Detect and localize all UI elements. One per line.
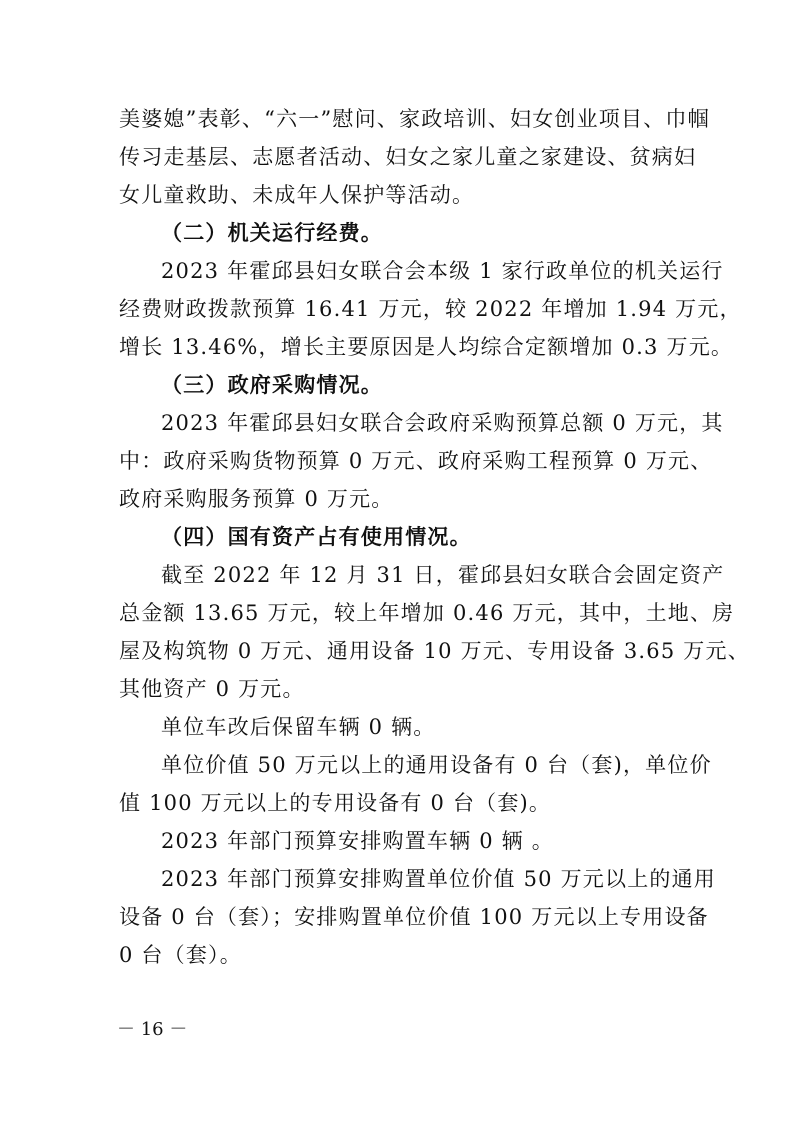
heading-text: （三）政府采购情况。 [161,372,383,397]
text-line: 总金额 13.65 万元，较上年增加 0.46 万元，其中，土地、房 [119,601,735,625]
heading-text: （二）机关运行经费。 [161,220,383,245]
page-number: － 16 － [117,1019,188,1040]
section-heading-operating-costs [119,214,675,252]
heading-text: （四）国有资产占有使用情况。 [161,524,472,549]
text-line: 政府采购服务预算 0 万元。 [119,487,394,511]
text-line: 2023 年霍邱县妇女联合会本级 1 家行政单位的机关运行 [161,259,724,283]
text-line: 美婆媳”表彰、“六一”慰问、家政培训、妇女创业项目、巾帼 [119,107,710,131]
text-line: 0 台（套）。 [119,943,242,967]
text-line: 屋及构筑物 0 万元、通用设备 10 万元、专用设备 3.65 万元、 [119,639,750,663]
text-line: 设备 0 台（套）；安排购置单位价值 100 万元以上专用设备 [119,905,709,929]
text-line: 截至 2022 年 12 月 31 日，霍邱县妇女联合会固定资产 [161,563,725,587]
text-line: 2023 年部门预算安排购置车辆 0 辆 。 [161,829,554,853]
document-body [119,100,750,974]
text-line: 增长 13.46%，增长主要原因是人均综合定额增加 0.3 万元。 [119,335,734,359]
text-line: 2023 年霍邱县妇女联合会政府采购预算总额 0 万元，其 [161,411,724,435]
text-line: 单位价值 50 万元以上的通用设备有 0 台（套)，单位价 [161,753,712,777]
text-line: 中：政府采购货物预算 0 万元、政府采购工程预算 0 万元、 [119,449,713,473]
text-line: 其他资产 0 万元。 [119,677,305,701]
text-line: 单位车改后保留车辆 0 辆。 [161,715,436,739]
section-heading-procurement [119,366,675,404]
paragraph-activities [119,100,710,214]
paragraph-procurement [119,404,724,518]
paragraph-vehicle-purchase [119,822,675,860]
section-heading-assets [119,518,675,556]
text-line: 值 100 万元以上的专用设备有 0 台（套)。 [119,791,552,815]
text-line: 传习走基层、志愿者活动、妇女之家儿童之家建设、贫病妇 [119,145,697,169]
text-line: 女儿童救助、未成年人保护等活动。 [119,183,475,207]
paragraph-equipment-purchase [119,860,716,974]
paragraph-vehicles [119,708,675,746]
paragraph-assets [119,556,750,708]
text-line: 经费财政拨款预算 16.41 万元，较 2022 年增加 1.94 万元， [119,297,742,321]
paragraph-equipment [119,746,712,822]
text-line: 2023 年部门预算安排购置单位价值 50 万元以上的通用 [161,867,716,891]
paragraph-operating-costs [119,252,742,366]
